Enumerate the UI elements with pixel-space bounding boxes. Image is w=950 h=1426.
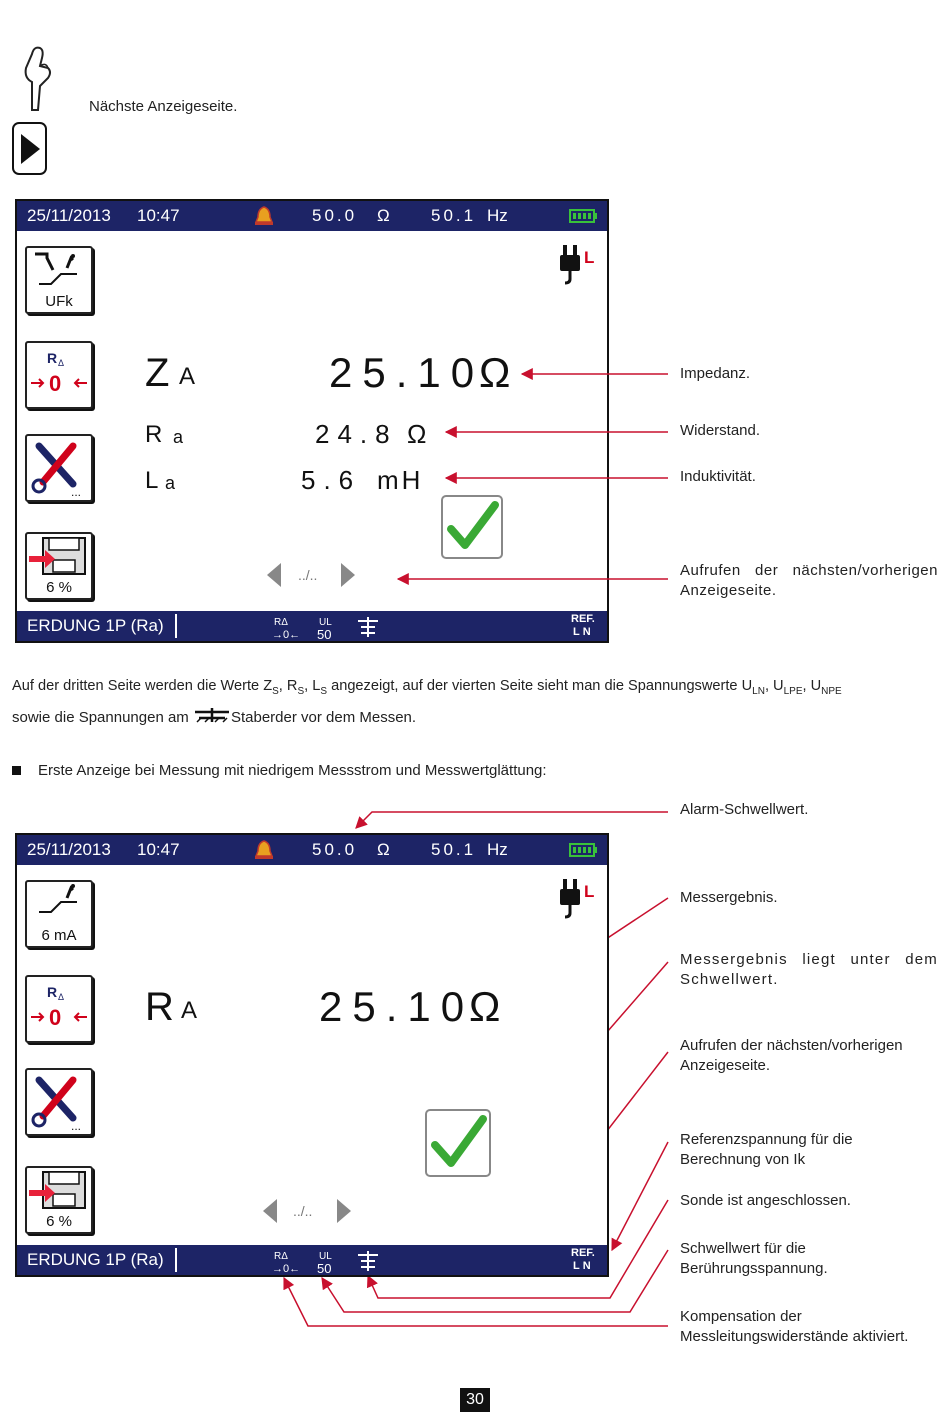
pass-check (441, 495, 503, 559)
svg-text:0: 0 (49, 1005, 62, 1030)
ufk-button[interactable] (25, 246, 93, 314)
page-indicator: ../.. (293, 1203, 313, 1219)
frequency-value: 50.1 (431, 206, 477, 225)
note-compensation: Kompensation der Messleitungswiderstände aktiviert. (680, 1308, 909, 1345)
date: 25/11/2013 (27, 206, 111, 225)
resistance-symbol: R (145, 985, 174, 1029)
alarm-unit: Ω (377, 206, 390, 225)
checkmark-icon (427, 1111, 489, 1175)
current-icon (27, 882, 91, 926)
probe-connected-icon (355, 1247, 381, 1275)
memory-percent: 6 % (46, 1213, 72, 1230)
device-screen-2 (15, 833, 609, 1277)
floppy-save-icon (27, 534, 91, 578)
time: 10:47 (137, 840, 180, 859)
note-inductance: Induktivität. (680, 468, 756, 485)
note-result: Messergebnis. (680, 889, 778, 906)
plug-l-icon (557, 877, 601, 921)
svg-text:R: R (47, 350, 58, 366)
reference-label: REF. (571, 613, 595, 625)
note-touch-voltage: Schwellwert für die Berührungsspannung. (680, 1240, 828, 1277)
paragraph-line-1: Auf der dritten Seite werden die Werte $Z_S$, $R_S$, $L_S$ angezeigt, auf der vierten Seite sieht man die Spannungswerte $U_{LN}$, $U_{LPE}$, $U_{NPE}$ (12, 678, 842, 697)
inductance-subscript: a (165, 473, 176, 493)
note-resistance: Widerstand. (680, 422, 761, 439)
svg-text:→0←: →0← (272, 629, 301, 641)
bullet-text: Erste Anzeige bei Messung mit niedrigem Messstrom und Messwertglättung: (38, 762, 547, 779)
reference-label: REF. (571, 1247, 595, 1259)
mode-separator (175, 614, 177, 638)
alarm-bell-icon (253, 205, 275, 227)
paragraph-line-2: sowie die Spannungen am Staberder vor dem Messen. (12, 706, 416, 728)
current-label: 6 mA (41, 927, 77, 944)
impedance-symbol: Z (145, 351, 170, 395)
tools-icon (27, 1070, 91, 1134)
prev-page-arrow-icon[interactable] (261, 1197, 279, 1225)
date: 25/11/2013 (27, 840, 111, 859)
note-reference-voltage: Referenzspannung für die Berechnung von Ik (680, 1131, 853, 1168)
reference-ln: LN (573, 626, 594, 638)
lead-compensation-icon (27, 343, 91, 407)
svg-text:Δ: Δ (58, 358, 65, 368)
touch-voltage-icon (27, 248, 91, 292)
device-screen-1 (15, 199, 609, 643)
checkmark-icon (443, 497, 501, 557)
mode-label: ERDUNG 1P (Ra) (27, 616, 164, 635)
settings-button[interactable] (25, 1068, 93, 1136)
lead-compensation-icon (27, 977, 91, 1041)
impedance-unit: Ω (479, 349, 521, 396)
mode-label: ERDUNG 1P (Ra) (27, 1250, 164, 1269)
next-page-arrow-icon[interactable] (335, 1197, 353, 1225)
alarm-value: 50.0 (312, 206, 358, 225)
svg-text:RΔ: RΔ (274, 1251, 288, 1262)
impedance-subscript: A (179, 363, 196, 390)
tools-icon (27, 436, 91, 500)
test-current-button[interactable] (25, 880, 93, 948)
next-page-text: Nächste Anzeigeseite. (89, 98, 238, 115)
prev-page-arrow-icon[interactable] (265, 561, 283, 589)
impedance-value: 25.10 (329, 349, 485, 396)
compensation-button[interactable] (25, 975, 93, 1043)
inductance-unit: mH (377, 465, 424, 495)
svg-text:50: 50 (317, 1261, 332, 1276)
resistance-symbol: R (145, 421, 163, 448)
reference-ln: LN (573, 1260, 594, 1272)
probe-connected-icon (355, 613, 381, 641)
frequency-unit: Hz (487, 206, 508, 225)
battery-icon (569, 209, 597, 223)
mode-bar (17, 611, 607, 641)
svg-text:0: 0 (49, 371, 62, 396)
touch-voltage-threshold-icon (315, 613, 341, 641)
plug-l-icon (557, 243, 601, 287)
status-bar (17, 835, 607, 865)
resistance-unit: Ω (469, 983, 511, 1030)
floppy-save-icon (27, 1168, 91, 1212)
frequency-value: 50.1 (431, 840, 477, 859)
svg-text:50: 50 (317, 627, 332, 642)
svg-text:Δ: Δ (58, 992, 65, 1002)
note-page-navigation: Aufrufen der nächsten/vorherigen Anzeigeseite. (680, 562, 938, 599)
time: 10:47 (137, 206, 180, 225)
note-page-navigation: Aufrufen der nächsten/vorherigen Anzeigeseite. (680, 1037, 903, 1074)
save-button[interactable] (25, 532, 93, 600)
alarm-value: 50.0 (312, 840, 358, 859)
svg-text:L: L (584, 882, 595, 901)
page-number: 30 (460, 1388, 490, 1412)
note-probe-connected: Sonde ist angeschlossen. (680, 1192, 851, 1209)
compensation-button[interactable] (25, 341, 93, 409)
resistance-subscript: A (181, 997, 198, 1024)
alarm-unit: Ω (377, 840, 390, 859)
frequency-unit: Hz (487, 840, 508, 859)
finger-tap-icon (18, 42, 54, 112)
note-alarm-threshold: Alarm-Schwellwert. (680, 801, 809, 818)
settings-button[interactable] (25, 434, 93, 502)
status-bar (17, 201, 607, 231)
resistance-subscript: a (173, 427, 184, 447)
mode-separator (175, 1248, 177, 1272)
touch-voltage-threshold-icon (315, 1247, 341, 1275)
battery-icon (569, 843, 597, 857)
svg-text:...: ... (71, 1119, 82, 1133)
svg-text:RΔ: RΔ (274, 617, 288, 628)
svg-text:R: R (47, 984, 58, 1000)
pass-check (425, 1109, 491, 1177)
compensation-status-icon (271, 613, 301, 641)
save-button[interactable] (25, 1166, 93, 1234)
compensation-status-icon (271, 1247, 301, 1275)
alarm-bell-icon (253, 839, 275, 861)
svg-text:→0←: →0← (272, 1263, 301, 1275)
resistance-value: 25.10 (319, 983, 475, 1030)
inductance-symbol: L (145, 467, 159, 494)
memory-percent: 6 % (46, 579, 72, 596)
next-page-arrow-icon[interactable] (339, 561, 357, 589)
svg-text:UL: UL (319, 617, 332, 628)
bullet-square (12, 766, 21, 775)
mode-bar (17, 1245, 607, 1275)
resistance-value: 24.8 (315, 419, 398, 449)
svg-text:UL: UL (319, 1251, 332, 1262)
inductance-value: 5.6 (301, 465, 362, 495)
play-key-icon (12, 122, 48, 176)
page-indicator: ../.. (298, 567, 318, 583)
ufk-label: UFk (45, 293, 73, 310)
earth-rod-icon (193, 706, 231, 724)
note-impedance: Impedanz. (680, 365, 751, 382)
note-below-threshold: Messergebnis liegt unter dem Schwellwert. (680, 951, 938, 988)
svg-text:L: L (584, 248, 595, 267)
svg-text:...: ... (71, 485, 82, 499)
resistance-unit: Ω (407, 419, 435, 449)
